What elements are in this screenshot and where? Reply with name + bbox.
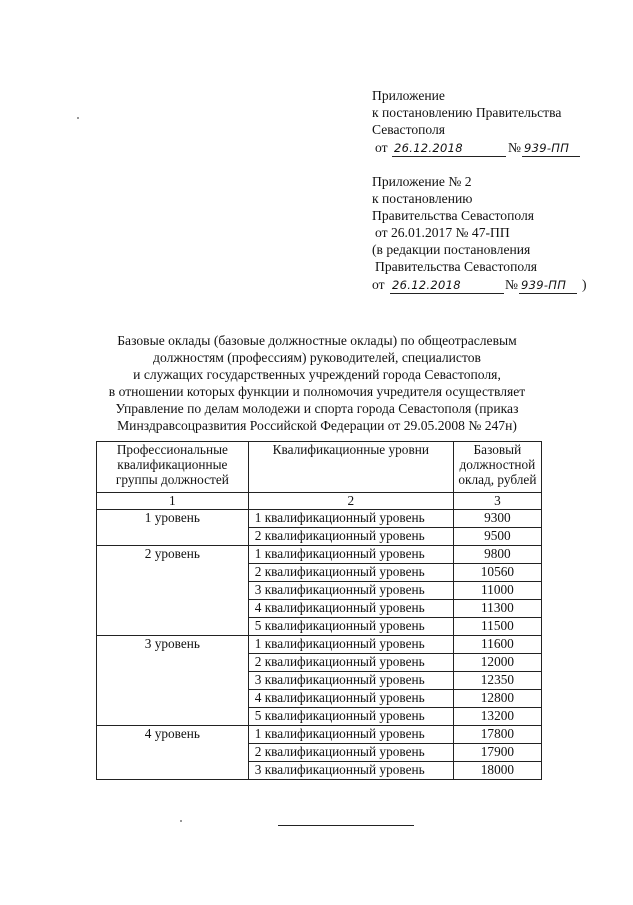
index-cell-3: 3 <box>453 493 541 510</box>
table-row <box>97 618 542 636</box>
table-row <box>97 708 542 726</box>
table-row <box>97 762 542 780</box>
header-groups-line-2: квалификационные <box>117 457 228 472</box>
table-row <box>97 528 542 546</box>
index-cell-1: 1 <box>97 493 249 510</box>
table-row <box>97 546 542 564</box>
header-qual-levels <box>248 442 453 493</box>
title-line-5: Управление по делам молодежи и спорта города Севастополя (приказ <box>115 401 519 416</box>
appendix2-line-6: Правительства Севастополя <box>375 259 538 274</box>
title-line-2: должностям (профессиям) руководителей, специалистов <box>153 350 481 365</box>
level-cell-continued <box>97 762 249 780</box>
appendix2-line-5: (в редакции постановления <box>372 242 531 257</box>
level-cell-continued <box>97 708 249 726</box>
signature-line <box>278 825 414 826</box>
qualification-cell: 2 квалификационный уровень <box>248 564 453 582</box>
scan-speck <box>180 820 182 822</box>
qualification-cell: 2 квалификационный уровень <box>248 528 453 546</box>
title-line-6: Минздравсоцразвития Российской Федерации от 29.05.2008 № 247н) <box>117 418 517 433</box>
header-salary <box>453 442 541 493</box>
appendix2-line-1: Приложение № 2 <box>372 174 472 189</box>
level-cell: 2 уровень <box>97 546 249 564</box>
salary-cell: 17900 <box>453 744 541 762</box>
table-row <box>97 690 542 708</box>
table-row <box>97 582 542 600</box>
table-index-row <box>97 493 542 510</box>
appendix2-number: 939-ПП <box>521 278 567 292</box>
salary-cell: 11600 <box>453 636 541 654</box>
appendix2-date-underline <box>390 293 504 294</box>
salary-cell: 9800 <box>453 546 541 564</box>
header-qual-levels-text: Квалификационные уровни <box>272 442 429 457</box>
header-groups <box>97 442 249 493</box>
salary-table <box>96 441 542 780</box>
appendix2-line-3: Правительства Севастополя <box>372 208 535 223</box>
qualification-cell: 1 квалификационный уровень <box>248 510 453 528</box>
level-cell-continued <box>97 582 249 600</box>
table-row <box>97 654 542 672</box>
level-cell-continued <box>97 654 249 672</box>
appendix-line-2: к постановлению Правительства <box>372 105 562 120</box>
salary-cell: 11300 <box>453 600 541 618</box>
qualification-cell: 2 квалификационный уровень <box>248 654 453 672</box>
scan-speck <box>77 117 79 119</box>
level-cell-continued <box>97 744 249 762</box>
qualification-cell: 1 квалификационный уровень <box>248 726 453 744</box>
table-row <box>97 744 542 762</box>
appendix2-line-4: от 26.01.2017 № 47-ПП <box>375 225 510 240</box>
table-row <box>97 564 542 582</box>
header-salary-line-2: должностной <box>459 457 536 472</box>
qualification-cell: 1 квалификационный уровень <box>248 546 453 564</box>
salary-cell: 10560 <box>453 564 541 582</box>
header-groups-line-3: группы должностей <box>115 472 229 487</box>
table-row <box>97 672 542 690</box>
appendix-date-prefix: от <box>375 140 388 155</box>
level-cell-continued <box>97 564 249 582</box>
appendix-number-underline <box>522 156 580 157</box>
level-cell-continued <box>97 528 249 546</box>
appendix2-number-prefix: № <box>505 277 518 292</box>
title-line-3: и служащих государственных учреждений города Севастополя, <box>133 367 501 382</box>
level-cell-continued <box>97 600 249 618</box>
qualification-cell: 4 квалификационный уровень <box>248 690 453 708</box>
qualification-cell: 3 квалификационный уровень <box>248 672 453 690</box>
qualification-cell: 1 квалификационный уровень <box>248 636 453 654</box>
index-cell-2: 2 <box>248 493 453 510</box>
salary-cell: 17800 <box>453 726 541 744</box>
appendix-number-prefix: № <box>508 140 521 155</box>
salary-cell: 13200 <box>453 708 541 726</box>
salary-cell: 9500 <box>453 528 541 546</box>
appendix-date: 26.12.2018 <box>394 141 463 155</box>
header-groups-line-1: Профессиональные <box>116 442 228 457</box>
title-line-1: Базовые оклады (базовые должностные оклады) по общеотраслевым <box>117 333 517 348</box>
level-cell-continued <box>97 618 249 636</box>
appendix2-close-paren: ) <box>582 277 587 292</box>
level-cell: 3 уровень <box>97 636 249 654</box>
qualification-cell: 3 квалификационный уровень <box>248 762 453 780</box>
title-line-4: в отношении которых функции и полномочия учредителя осуществляет <box>108 384 526 399</box>
table-row <box>97 636 542 654</box>
appendix-number: 939-ПП <box>524 141 570 155</box>
table-header-row <box>97 442 542 493</box>
salary-cell: 11000 <box>453 582 541 600</box>
table-body <box>97 510 542 780</box>
header-salary-line-3: оклад, рублей <box>458 472 537 487</box>
appendix2-date: 26.12.2018 <box>392 278 461 292</box>
salary-cell: 12800 <box>453 690 541 708</box>
qualification-cell: 5 квалификационный уровень <box>248 708 453 726</box>
appendix2-date-prefix: от <box>372 277 385 292</box>
level-cell-continued <box>97 672 249 690</box>
qualification-cell: 3 квалификационный уровень <box>248 582 453 600</box>
qualification-cell: 5 квалификационный уровень <box>248 618 453 636</box>
table-row <box>97 726 542 744</box>
appendix2-number-underline <box>519 293 577 294</box>
qualification-cell: 4 квалификационный уровень <box>248 600 453 618</box>
table-row <box>97 510 542 528</box>
appendix-date-underline <box>392 156 506 157</box>
salary-cell: 11500 <box>453 618 541 636</box>
appendix-line-1: Приложение <box>372 88 445 103</box>
salary-cell: 12350 <box>453 672 541 690</box>
salary-cell: 9300 <box>453 510 541 528</box>
level-cell-continued <box>97 690 249 708</box>
header-salary-line-1: Базовый <box>473 442 522 457</box>
salary-cell: 18000 <box>453 762 541 780</box>
appendix2-line-2: к постановлению <box>372 191 473 206</box>
salary-cell: 12000 <box>453 654 541 672</box>
level-cell: 4 уровень <box>97 726 249 744</box>
level-cell: 1 уровень <box>97 510 249 528</box>
appendix-line-3: Севастополя <box>372 122 446 137</box>
table-row <box>97 600 542 618</box>
qualification-cell: 2 квалификационный уровень <box>248 744 453 762</box>
